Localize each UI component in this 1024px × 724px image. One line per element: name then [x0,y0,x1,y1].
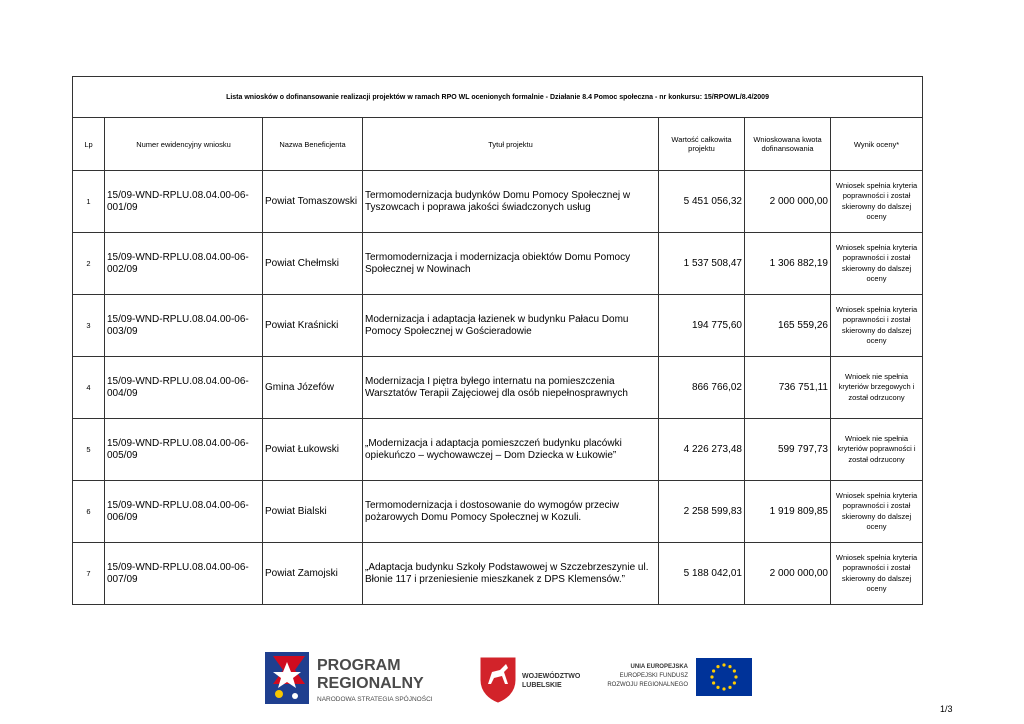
table-row [73,295,923,357]
cell-beneficiary: Powiat Tomaszowski [263,171,363,233]
cell-beneficiary: Powiat Bialski [263,481,363,543]
cell-project-title: Termomodernizacja budynków Domu Pomocy Społecznej w Tyszowcach i poprawa jakości świadczonych usług [363,171,659,233]
eu-logo [600,656,755,698]
cell-beneficiary: Gmina Józefów [263,357,363,419]
eu-star [733,681,736,684]
table-header-row [73,118,923,171]
cell-beneficiary: Powiat Chełmski [263,233,363,295]
table-row [73,357,923,419]
cell-result: Wnioek nie spełnia kryteriów poprawności i został odrzucony [831,419,923,481]
cell-result: Wnioek nie spełnia kryteriów brzegowych i został odrzucony [831,357,923,419]
applications-table [72,76,923,605]
header-lp: Lp [73,118,105,171]
header-number: Numer ewidencyjny wniosku [105,118,263,171]
lubelskie-logo-line1: WOJEWÓDZTWO [522,673,581,680]
cell-number: 15/09-WND-RPLU.08.04.00-06-001/09 [105,171,263,233]
cell-number: 15/09-WND-RPLU.08.04.00-06-002/09 [105,233,263,295]
cell-total-value: 2 258 599,83 [659,481,745,543]
eu-star [734,675,737,678]
eu-star [722,663,725,666]
eu-flag-icon [696,658,752,696]
program-logo-line3: NARODOWA STRATEGIA SPÓJNOŚCI [317,696,433,703]
eu-star [733,669,736,672]
eu-star [712,681,715,684]
cell-project-title: Modernizacja I piętra byłego internatu na pomieszczenia Warsztatów Terapii Zajęciowej dla osób niepełnosprawnych [363,357,659,419]
cell-requested-amount: 2 000 000,00 [745,171,831,233]
table-row [73,543,923,605]
eu-star [728,665,731,668]
eu-star [716,665,719,668]
cell-total-value: 4 226 273,48 [659,419,745,481]
cell-result: Wniosek spełnia kryteria poprawności i został skierowny do dalszej oceny [831,295,923,357]
header-total-value: Wartość całkowita projektu [659,118,745,171]
program-regionalny-star-icon [265,652,309,704]
cell-beneficiary: Powiat Zamojski [263,543,363,605]
eu-star [716,686,719,689]
eu-logo-line1: UNIA EUROPEJSKA [630,664,688,670]
lubelskie-logo-line2: LUBELSKIE [522,682,562,689]
eu-star [712,669,715,672]
cell-lp: 3 [73,295,105,357]
cell-total-value: 1 537 508,47 [659,233,745,295]
document-sheet [72,76,922,605]
cell-requested-amount: 165 559,26 [745,295,831,357]
cell-project-title: Termomodernizacja i modernizacja obiektów Domu Pomocy Społecznej w Nowinach [363,233,659,295]
document-title: Lista wniosków o dofinansowanie realizacji projektów w ramach RPO WL ocenionych formalnie - Działanie 8.4 Pomoc społeczna - nr konkursu: 15/RPOWL/8.4/2009 [73,77,923,118]
logo-footer [0,640,1024,724]
cell-requested-amount: 736 751,11 [745,357,831,419]
cell-result: Wniosek spełnia kryteria poprawności i został skierowny do dalszej oceny [831,171,923,233]
eu-star [722,687,725,690]
cell-total-value: 866 766,02 [659,357,745,419]
lubelskie-logo [478,654,588,704]
cell-lp: 4 [73,357,105,419]
cell-number: 15/09-WND-RPLU.08.04.00-06-006/09 [105,481,263,543]
cell-beneficiary: Powiat Kraśnicki [263,295,363,357]
cell-project-title: Termomodernizacja i dostosowanie do wymogów przeciw pożarowych Domu Pomocy Społecznej w Kozuli. [363,481,659,543]
cell-result: Wniosek spełnia kryteria poprawności i został skierowny do dalszej oceny [831,543,923,605]
header-beneficiary: Nazwa Beneficjenta [263,118,363,171]
cell-project-title: Modernizacja i adaptacja łazienek w budynku Pałacu Domu Pomocy Społecznej w Gościeradowie [363,295,659,357]
table-row [73,481,923,543]
cell-lp: 7 [73,543,105,605]
cell-number: 15/09-WND-RPLU.08.04.00-06-005/09 [105,419,263,481]
cell-lp: 6 [73,481,105,543]
table-row [73,233,923,295]
cell-total-value: 194 775,60 [659,295,745,357]
program-logo-line2: REGIONALNY [317,675,424,692]
cell-lp: 5 [73,419,105,481]
cell-lp: 2 [73,233,105,295]
page-number: 1/3 [940,704,953,714]
cell-beneficiary: Powiat Łukowski [263,419,363,481]
eu-logo-line3: ROZWOJU REGIONALNEGO [607,682,688,688]
table-row [73,171,923,233]
cell-requested-amount: 1 919 809,85 [745,481,831,543]
cell-result: Wniosek spełnia kryteria poprawności i został skierowny do dalszej oceny [831,481,923,543]
cell-project-title: „Modernizacja i adaptacja pomieszczeń budynku placówki opiekuńczo – wychowawczej – Dom Dziecka w Łukowie” [363,419,659,481]
cell-requested-amount: 599 797,73 [745,419,831,481]
cell-requested-amount: 1 306 882,19 [745,233,831,295]
cell-number: 15/09-WND-RPLU.08.04.00-06-003/09 [105,295,263,357]
header-result: Wynik oceny* [831,118,923,171]
cell-number: 15/09-WND-RPLU.08.04.00-06-007/09 [105,543,263,605]
cell-total-value: 5 451 056,32 [659,171,745,233]
cell-number: 15/09-WND-RPLU.08.04.00-06-004/09 [105,357,263,419]
header-requested-amount: Wnioskowana kwota dofinansowania [745,118,831,171]
eu-logo-line2: EUROPEJSKI FUNDUSZ [619,673,688,679]
cell-lp: 1 [73,171,105,233]
table-row [73,419,923,481]
cell-result: Wniosek spełnia kryteria poprawności i został skierowny do dalszej oceny [831,233,923,295]
cell-project-title: „Adaptacja budynku Szkoły Podstawowej w Szczebrzeszynie ul. Błonie 117 i przeniesienie mieszkanek z DPS Klemensów.” [363,543,659,605]
eu-star [728,686,731,689]
cell-total-value: 5 188 042,01 [659,543,745,605]
cell-requested-amount: 2 000 000,00 [745,543,831,605]
lubelskie-goat-crest-icon [481,658,515,702]
program-logo-line1: PROGRAM [317,657,401,674]
program-regionalny-logo [265,648,455,708]
eu-star [710,675,713,678]
header-project-title: Tytuł projektu [363,118,659,171]
